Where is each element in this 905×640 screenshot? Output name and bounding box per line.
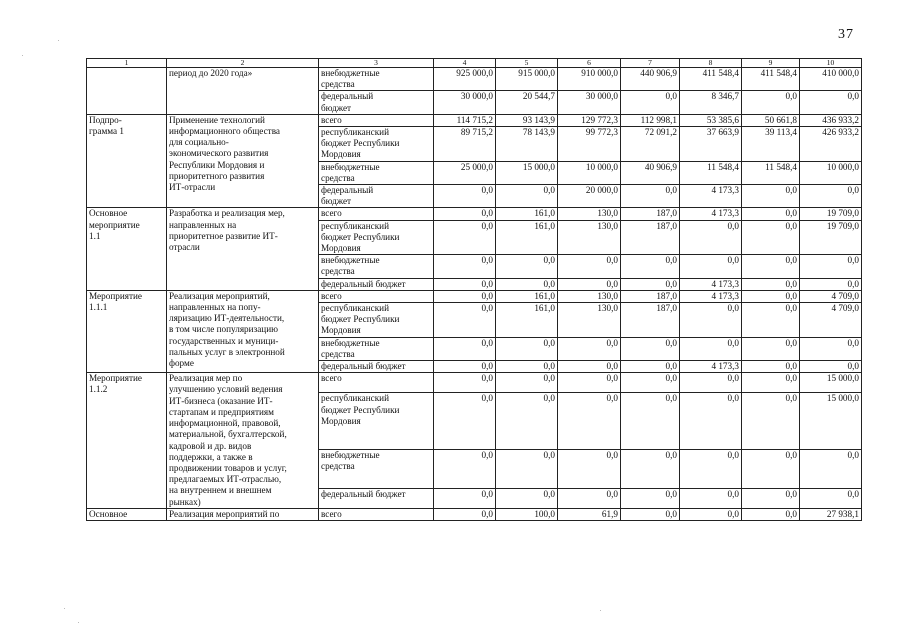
funding-source-cell: федеральный бюджет (319, 361, 434, 373)
column-number-7: 7 (621, 59, 680, 68)
amount-cell: 410 000,0 (800, 68, 862, 91)
funding-source-cell: федеральный бюджет (319, 278, 434, 290)
amount-cell: 19 709,0 (800, 220, 862, 255)
funding-source-cell: республиканский бюджет Республики Мордовия (319, 393, 434, 450)
column-number-row (87, 59, 862, 68)
amount-cell: 0,0 (742, 91, 800, 114)
program-code-cell: Основное мероприятие 1.1 (87, 208, 167, 290)
amount-cell: 0,0 (496, 373, 558, 393)
amount-cell: 0,0 (742, 337, 800, 360)
funding-source-cell: всего (319, 373, 434, 393)
amount-cell: 89 715,2 (434, 127, 496, 162)
amount-cell: 0,0 (742, 488, 800, 508)
amount-cell: 0,0 (621, 393, 680, 450)
amount-cell: 0,0 (621, 255, 680, 278)
amount-cell: 0,0 (800, 185, 862, 208)
column-number-3: 3 (319, 59, 434, 68)
amount-cell: 0,0 (621, 361, 680, 373)
amount-cell: 0,0 (558, 278, 621, 290)
scan-speck (22, 55, 23, 56)
scan-speck (78, 622, 79, 623)
amount-cell: 0,0 (742, 290, 800, 302)
funding-source-cell: республиканский бюджет Республики Мордовия (319, 127, 434, 162)
amount-cell: 161,0 (496, 208, 558, 220)
amount-cell: 0,0 (434, 208, 496, 220)
funding-source-cell: всего (319, 508, 434, 520)
amount-cell: 0,0 (434, 220, 496, 255)
amount-cell: 114 715,2 (434, 114, 496, 126)
amount-cell: 0,0 (496, 185, 558, 208)
amount-cell: 915 000,0 (496, 68, 558, 91)
amount-cell: 0,0 (680, 393, 742, 450)
scan-speck (64, 608, 65, 609)
amount-cell: 0,0 (434, 393, 496, 450)
amount-cell: 11 548,4 (742, 161, 800, 184)
amount-cell: 0,0 (558, 255, 621, 278)
table-row (87, 290, 862, 302)
amount-cell: 0,0 (680, 337, 742, 360)
amount-cell: 0,0 (496, 278, 558, 290)
amount-cell: 4 173,3 (680, 278, 742, 290)
amount-cell: 0,0 (496, 337, 558, 360)
amount-cell: 0,0 (800, 278, 862, 290)
amount-cell: 0,0 (680, 255, 742, 278)
column-number-9: 9 (742, 59, 800, 68)
amount-cell: 0,0 (680, 488, 742, 508)
amount-cell: 0,0 (434, 303, 496, 338)
funding-source-cell: всего (319, 114, 434, 126)
amount-cell: 19 709,0 (800, 208, 862, 220)
program-title-cell: Разработка и реализация мер, направленных на приоритетное развитие ИТ- отрасли (167, 208, 319, 290)
amount-cell: 0,0 (434, 255, 496, 278)
table-row (87, 68, 862, 91)
amount-cell: 100,0 (496, 508, 558, 520)
program-code-cell: Подпро- грамма 1 (87, 114, 167, 208)
funding-source-cell: всего (319, 290, 434, 302)
amount-cell: 0,0 (621, 450, 680, 488)
amount-cell: 426 933,2 (800, 127, 862, 162)
amount-cell: 4 173,3 (680, 185, 742, 208)
amount-cell: 4 173,3 (680, 361, 742, 373)
program-code-cell: Мероприятие 1.1.1 (87, 290, 167, 372)
amount-cell: 0,0 (621, 91, 680, 114)
amount-cell: 130,0 (558, 220, 621, 255)
funding-source-cell: республиканский бюджет Республики Мордовия (319, 303, 434, 338)
program-code-cell: Основное (87, 508, 167, 520)
amount-cell: 0,0 (434, 361, 496, 373)
amount-cell: 0,0 (496, 450, 558, 488)
amount-cell: 20 544,7 (496, 91, 558, 114)
amount-cell: 129 772,3 (558, 114, 621, 126)
amount-cell: 0,0 (434, 508, 496, 520)
funding-source-cell: внебюджетные средства (319, 255, 434, 278)
program-title-cell: период до 2020 года» (167, 68, 319, 115)
funding-source-cell: федеральный бюджет (319, 488, 434, 508)
amount-cell: 0,0 (434, 290, 496, 302)
funding-source-cell: внебюджетные средства (319, 161, 434, 184)
amount-cell: 4 709,0 (800, 290, 862, 302)
scan-speck (58, 40, 59, 41)
table-row (87, 208, 862, 220)
amount-cell: 0,0 (680, 508, 742, 520)
amount-cell: 0,0 (434, 278, 496, 290)
amount-cell: 15 000,0 (800, 373, 862, 393)
amount-cell: 0,0 (742, 220, 800, 255)
column-number-4: 4 (434, 59, 496, 68)
amount-cell: 130,0 (558, 290, 621, 302)
amount-cell: 30 000,0 (434, 91, 496, 114)
amount-cell: 10 000,0 (800, 161, 862, 184)
page-number: 37 (838, 27, 854, 42)
amount-cell: 0,0 (496, 488, 558, 508)
program-code-cell: Мероприятие 1.1.2 (87, 373, 167, 508)
amount-cell: 187,0 (621, 220, 680, 255)
amount-cell: 0,0 (558, 337, 621, 360)
amount-cell: 0,0 (742, 361, 800, 373)
amount-cell: 53 385,6 (680, 114, 742, 126)
amount-cell: 925 000,0 (434, 68, 496, 91)
amount-cell: 20 000,0 (558, 185, 621, 208)
amount-cell: 161,0 (496, 303, 558, 338)
amount-cell: 0,0 (680, 373, 742, 393)
table-row (87, 114, 862, 126)
amount-cell: 78 143,9 (496, 127, 558, 162)
amount-cell: 411 548,4 (742, 68, 800, 91)
amount-cell: 0,0 (496, 255, 558, 278)
amount-cell: 0,0 (434, 450, 496, 488)
amount-cell: 0,0 (621, 508, 680, 520)
amount-cell: 187,0 (621, 208, 680, 220)
amount-cell: 0,0 (558, 373, 621, 393)
amount-cell: 161,0 (496, 220, 558, 255)
amount-cell: 4 709,0 (800, 303, 862, 338)
funding-source-cell: внебюджетные средства (319, 68, 434, 91)
amount-cell: 0,0 (496, 393, 558, 450)
column-number-10: 10 (800, 59, 862, 68)
amount-cell: 0,0 (496, 361, 558, 373)
column-number-6: 6 (558, 59, 621, 68)
amount-cell: 910 000,0 (558, 68, 621, 91)
funding-source-cell: внебюджетные средства (319, 337, 434, 360)
scan-speck (600, 610, 601, 611)
amount-cell: 0,0 (800, 488, 862, 508)
amount-cell: 0,0 (680, 303, 742, 338)
funding-source-cell: республиканский бюджет Республики Мордовия (319, 220, 434, 255)
amount-cell: 15 000,0 (800, 393, 862, 450)
amount-cell: 0,0 (742, 450, 800, 488)
amount-cell: 130,0 (558, 208, 621, 220)
amount-cell: 187,0 (621, 303, 680, 338)
amount-cell: 0,0 (800, 91, 862, 114)
column-number-8: 8 (680, 59, 742, 68)
amount-cell: 4 173,3 (680, 208, 742, 220)
amount-cell: 0,0 (742, 373, 800, 393)
amount-cell: 0,0 (680, 220, 742, 255)
column-number-5: 5 (496, 59, 558, 68)
amount-cell: 0,0 (621, 337, 680, 360)
budget-table (86, 58, 862, 521)
amount-cell: 0,0 (680, 450, 742, 488)
amount-cell: 161,0 (496, 290, 558, 302)
amount-cell: 0,0 (800, 450, 862, 488)
amount-cell: 0,0 (800, 255, 862, 278)
amount-cell: 0,0 (800, 361, 862, 373)
funding-source-cell: внебюджетные средства (319, 450, 434, 488)
amount-cell: 0,0 (621, 488, 680, 508)
amount-cell: 0,0 (800, 337, 862, 360)
amount-cell: 40 906,9 (621, 161, 680, 184)
amount-cell: 11 548,4 (680, 161, 742, 184)
amount-cell: 0,0 (742, 255, 800, 278)
amount-cell: 93 143,9 (496, 114, 558, 126)
amount-cell: 0,0 (742, 508, 800, 520)
amount-cell: 0,0 (742, 303, 800, 338)
table-row (87, 373, 862, 393)
column-number-2: 2 (167, 59, 319, 68)
amount-cell: 0,0 (621, 185, 680, 208)
amount-cell: 436 933,2 (800, 114, 862, 126)
amount-cell: 39 113,4 (742, 127, 800, 162)
amount-cell: 0,0 (558, 361, 621, 373)
program-title-cell: Применение технологий информационного общества для социально- экономического развития Республики Мордовия и приоритетного развития ИТ-отрасли (167, 114, 319, 208)
amount-cell: 25 000,0 (434, 161, 496, 184)
amount-cell: 0,0 (742, 278, 800, 290)
table-row (87, 508, 862, 520)
budget-table-body (87, 59, 862, 521)
amount-cell: 0,0 (621, 373, 680, 393)
amount-cell: 15 000,0 (496, 161, 558, 184)
column-number-1: 1 (87, 59, 167, 68)
amount-cell: 0,0 (434, 488, 496, 508)
amount-cell: 0,0 (621, 278, 680, 290)
amount-cell: 112 998,1 (621, 114, 680, 126)
program-title-cell: Реализация мер по улучшению условий ведения ИТ-бизнеса (оказание ИТ- стартапам и предприятиям информационной, правовой, материальной, бухгалтерской, кадровой и др. видов поддержки, а также в продвижении товаров и услуг, предлагаемых ИТ-отраслью, на внутреннем и внешнем рынках) (167, 373, 319, 508)
amount-cell: 0,0 (742, 185, 800, 208)
amount-cell: 99 772,3 (558, 127, 621, 162)
amount-cell: 187,0 (621, 290, 680, 302)
amount-cell: 0,0 (558, 488, 621, 508)
amount-cell: 0,0 (742, 208, 800, 220)
amount-cell: 0,0 (558, 393, 621, 450)
amount-cell: 4 173,3 (680, 290, 742, 302)
amount-cell: 30 000,0 (558, 91, 621, 114)
program-title-cell: Реализация мероприятий, направленных на попу- ляризацию ИТ-деятельности, в том числе популяризацию государственных и муници- пальных услуг в электронной форме (167, 290, 319, 372)
funding-source-cell: федеральный бюджет (319, 185, 434, 208)
amount-cell: 0,0 (434, 185, 496, 208)
amount-cell: 411 548,4 (680, 68, 742, 91)
amount-cell: 0,0 (742, 393, 800, 450)
funding-source-cell: федеральный бюджет (319, 91, 434, 114)
amount-cell: 61,9 (558, 508, 621, 520)
amount-cell: 72 091,2 (621, 127, 680, 162)
program-title-cell: Реализация мероприятий по (167, 508, 319, 520)
amount-cell: 130,0 (558, 303, 621, 338)
amount-cell: 0,0 (434, 373, 496, 393)
amount-cell: 10 000,0 (558, 161, 621, 184)
funding-source-cell: всего (319, 208, 434, 220)
amount-cell: 0,0 (434, 337, 496, 360)
amount-cell: 440 906,9 (621, 68, 680, 91)
amount-cell: 0,0 (558, 450, 621, 488)
amount-cell: 37 663,9 (680, 127, 742, 162)
amount-cell: 27 938,1 (800, 508, 862, 520)
program-code-cell (87, 68, 167, 115)
amount-cell: 8 346,7 (680, 91, 742, 114)
amount-cell: 50 661,8 (742, 114, 800, 126)
